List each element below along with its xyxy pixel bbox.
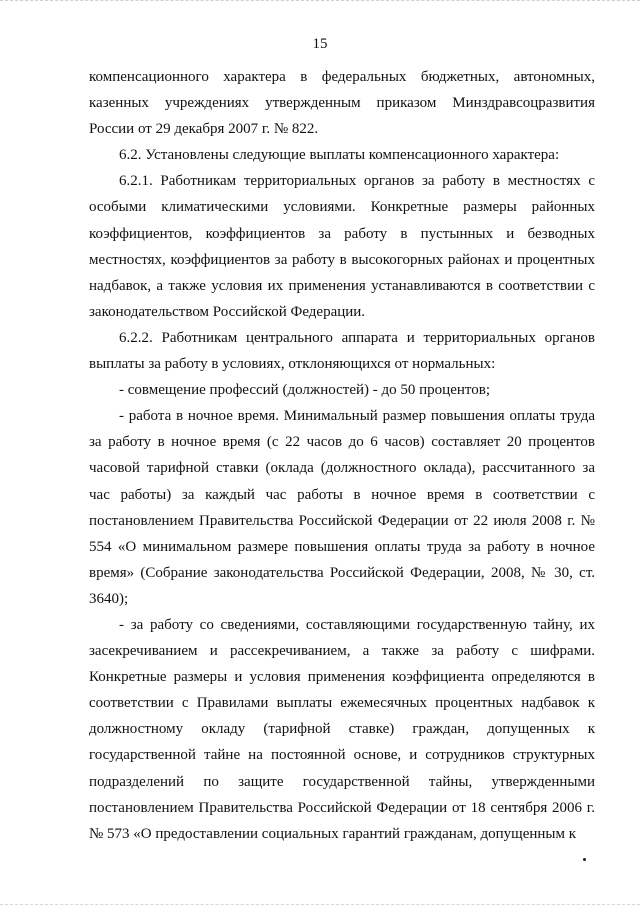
scan-top-edge (0, 0, 640, 5)
paragraph-continuation: компенсационного характера в федеральных бюджетных, автономных, казенных учреждениях утвержденным приказом Минздравсоцразвития России от 29 декабря 2007 г. № 822. (89, 69, 595, 138)
scan-mark (583, 858, 586, 861)
paragraph-6-2: 6.2. Установлены следующие выплаты компенсационного характера: (119, 147, 560, 164)
scan-bottom-edge (0, 900, 640, 905)
list-item-state-secret-work: - за работу со сведениями, составляющими государственную тайну, их засекречиванием и рассекречиванием, а также за работу с шифрами. Конкретные размеры и условия применения коэффициента определяются в соответствии с Правилами выплаты ежемесячных процентных надбавок к должностному окладу (тарифной ставке) граждан, допущенных к государственной тайне на постоянной основе, и сотрудников структурных подразделений по защите государственной тайны, утвержденными постановлением Правительства Российской Федерации от 18 сентября 2006 г. № 573 «О предоставлении социальных гарантий гражданам, допущенным к (89, 616, 595, 842)
list-item-combination-of-professions: - совмещение профессий (должностей) - до 50 процентов; (119, 382, 490, 399)
paragraph-6-2-2: 6.2.2. Работникам центрального аппарата и территориальных органов выплаты за работу в условиях, отклоняющихся от нормальных: (89, 329, 595, 373)
page-number: 15 (312, 36, 328, 52)
document-body (89, 64, 595, 847)
list-item-night-work: - работа в ночное время. Минимальный размер повышения оплаты труда за работу в ночное время (с 22 часов до 6 часов) составляет 20 процентов часовой тарифной ставки (оклада (должностного оклада), рассчитанного за час работы) за каждый час работы в ночное время в соответствии с постановлением Правительства Российской Федерации от 22 июля 2008 г. № 554 «О минимальном размере повышения оплаты труда за работу в ночное время» (Собрание законодательства Российской Федерации, 2008, № 30, ст. 3640); (89, 408, 595, 607)
paragraph-6-2-1: 6.2.1. Работникам территориальных органов за работу в местностях с особыми климатическими условиями. Конкретные размеры районных коэффициентов, коэффициентов за работу в пустынных и безводных местностях, коэффициентов за работу в высокогорных районах и процентных надбавок, а также условия их применения устанавливаются в соответствии с законодательством Российской Федерации. (89, 173, 595, 320)
